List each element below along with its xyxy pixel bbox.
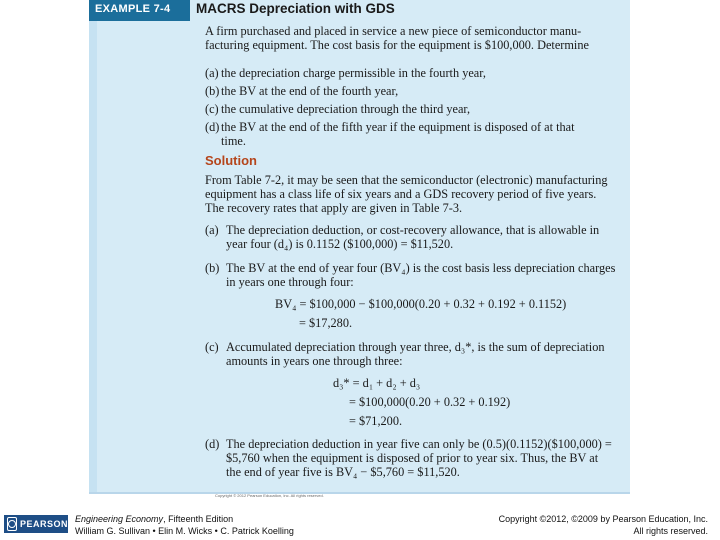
solution-intro-line: equipment has a class life of six years and a GDS recovery period of five years. [205,187,597,201]
example-panel [89,0,630,494]
question-label: (d) [205,120,220,134]
question-label: (b) [205,84,220,98]
solution-part-text: The depreciation deduction, or cost-recovery allowance, that is allowable in [226,223,600,237]
equation-line: BV₄ = $100,000 − $100,000(0.20 + 0.32 + 0.192 + 0.1152) [275,297,567,311]
footer-rights: All rights reserved. [633,526,708,536]
solution-heading: Solution [205,153,257,168]
footer-copyright: Copyright ©2012, ©2009 by Pearson Education, Inc. [498,514,708,524]
equation-line: = $100,000(0.20 + 0.32 + 0.192) [349,395,511,409]
pearson-emblem-icon [7,517,17,531]
question-text: the cumulative depreciation through the third year, [221,102,471,116]
equation-line: d₃* = d₁ + d₂ + d₃ [333,376,421,390]
panel-left-strip [89,0,97,494]
problem-line: A firm purchased and placed in service a new piece of semiconductor manu- [205,24,582,38]
question-text: the BV at the end of the fifth year if the equipment is disposed of at that [221,120,575,134]
panel-bottom-rule [89,492,630,494]
solution-part-label: (c) [205,340,219,354]
question-text: time. [221,134,246,148]
problem-line: facturing equipment. The cost basis for the equipment is $100,000. Determine [205,38,589,52]
question-label: (c) [205,102,219,116]
book-edition: , Fifteenth Edition [163,514,234,524]
book-authors: William G. Sullivan • Elin M. Wicks • C. Patrick Koelling [75,526,294,536]
solution-part-text: the end of year five is BV₄ − $5,760 = $11,520. [226,465,460,479]
solution-part-label: (a) [205,223,219,237]
solution-part-text: year four (d₄) is 0.1152 ($100,000) = $11,520. [226,237,454,251]
solution-part-text: amounts in years one through three: [226,354,403,368]
figure-copyright: Copyright © 2012 Pearson Education, Inc. All rights reserved. [215,493,324,498]
example-title: MACRS Depreciation with GDS [196,1,395,16]
solution-intro-line: The recovery rates that apply are given in Table 7-3. [205,201,463,215]
solution-intro-line: From Table 7-2, it may be seen that the semiconductor (electronic) manufacturing [205,173,608,187]
pearson-logo [4,515,68,533]
pearson-logo-text: PEARSON [20,519,69,529]
book-citation [75,514,233,525]
example-label: EXAMPLE 7-4 [95,3,171,15]
question-text: the depreciation charge permissible in the fourth year, [221,66,486,80]
question-label: (a) [205,66,219,80]
example-header-bar [89,0,630,21]
solution-part-text: in years one through four: [226,275,354,289]
book-title: Engineering Economy [75,514,164,524]
solution-part-label: (d) [205,437,220,451]
example-title-box [190,0,630,21]
equation-line: = $17,280. [299,316,353,330]
slide-footer [0,506,720,540]
question-text: the BV at the end of the fourth year, [221,84,399,98]
solution-part-text: The BV at the end of year four (BV₄) is the cost basis less depreciation charges [226,261,616,275]
solution-part-text: $5,760 when the equipment is disposed of prior to year six. Thus, the BV at [226,451,599,465]
solution-part-text: The depreciation deduction in year five can only be (0.5)(0.1152)($100,000) = [226,437,612,451]
equation-line: = $71,200. [349,414,403,428]
solution-part-label: (b) [205,261,220,275]
solution-part-text: Accumulated depreciation through year three, d₃*, is the sum of depreciation [226,340,605,354]
